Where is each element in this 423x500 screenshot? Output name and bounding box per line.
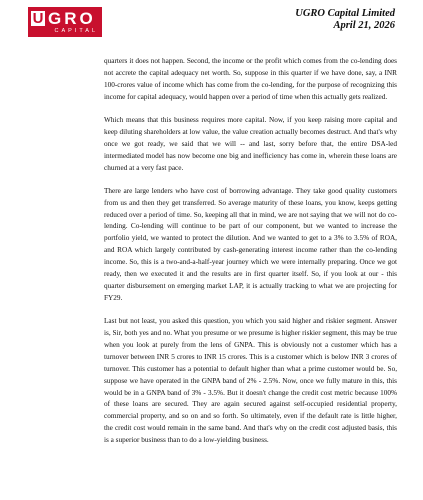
- company-logo: [28, 7, 102, 37]
- paragraph: Which means that this business requires more capital. Now, if you keep raising more capital and keep diluting shareholders at low value, the value creation actually becomes destruct. And that's why once we got ready, we said that we will -- and last, sorry before that, the entire DSA-led intermediated model has now become one big and inefficiency has come in, wherein these loans are churned at a very fast pace.: [104, 115, 397, 172]
- paragraph: There are large lenders who have cost of borrowing advantage. They take good quality customers from us and then they get transferred. So average maturity of these loans, you know, keeps getting reduced over a period of time. So, keeping all that in mind, we are not saying that we will not do co-lending. Co-lending will continue to be part of our component, but we wanted to increase the portfolio yield, we wanted to protect the dilution. And we wanted to get to a 3% to 3.5% of ROA, and ROA which largely contributed by cash-generating interest income rather than the co-lending income. So, this is a two-and-a-half-year journey which we were internally preparing. Once we got ready, then we executed it and the results are in first quarter itself. So, if you look at our - this quarter disbursement on emerging market LAP, it is actually tracking to what we are projecting for FY29.: [104, 186, 397, 302]
- logo-wordmark: [31, 10, 102, 27]
- logo-u-block: U: [32, 10, 44, 27]
- document-body: [104, 56, 397, 458]
- company-name: UGRO Capital Limited: [295, 8, 395, 19]
- document-date: April 21, 2026: [333, 20, 395, 31]
- paragraph: quarters it does not happen. Second, the income or the profit which comes from the co-lending does not accrete the capital adequacy net worth. So, suppose in this quarter if we have done, say, a INR 100-crores value of income which has come from the co-lending, for the purpose of recognizing this income for capital adequacy, would happen over a period of time when this actually gets realized.: [104, 57, 397, 101]
- paragraph: Last but not least, you asked this question, you which you said higher and riskier segment. Answer is, Sir, both yes and no. What you presume or we presume is higher riskier segment, this may be true when you look at purely from the lens of GNPA. This is obviously not a customer which has a turnover between INR 5 crores to INR 15 crores. This is a customer which is below INR 3 crores of turnover. This customer has a potential to default higher than what a prime customer would be. So, suppose we have operated in the GNPA band of 2% - 2.5%. Now, once we fully mature in this, this would be in a GNPA band of 3% - 3.5%. But it doesn't change the credit cost metric because 100% of these loans are secured. They are again secured against self-occupied residential property, commercial property, and so on and so forth. So ultimately, even if the default rate is little higher, the credit cost would remain in the same band. And that's why on the credit cost adjusted basis, this is a superior business than to do a low-yielding business.: [104, 317, 397, 445]
- logo-letters: GRO: [48, 9, 96, 28]
- logo-subtitle: CAPITAL: [54, 28, 98, 34]
- document-header: [295, 8, 395, 32]
